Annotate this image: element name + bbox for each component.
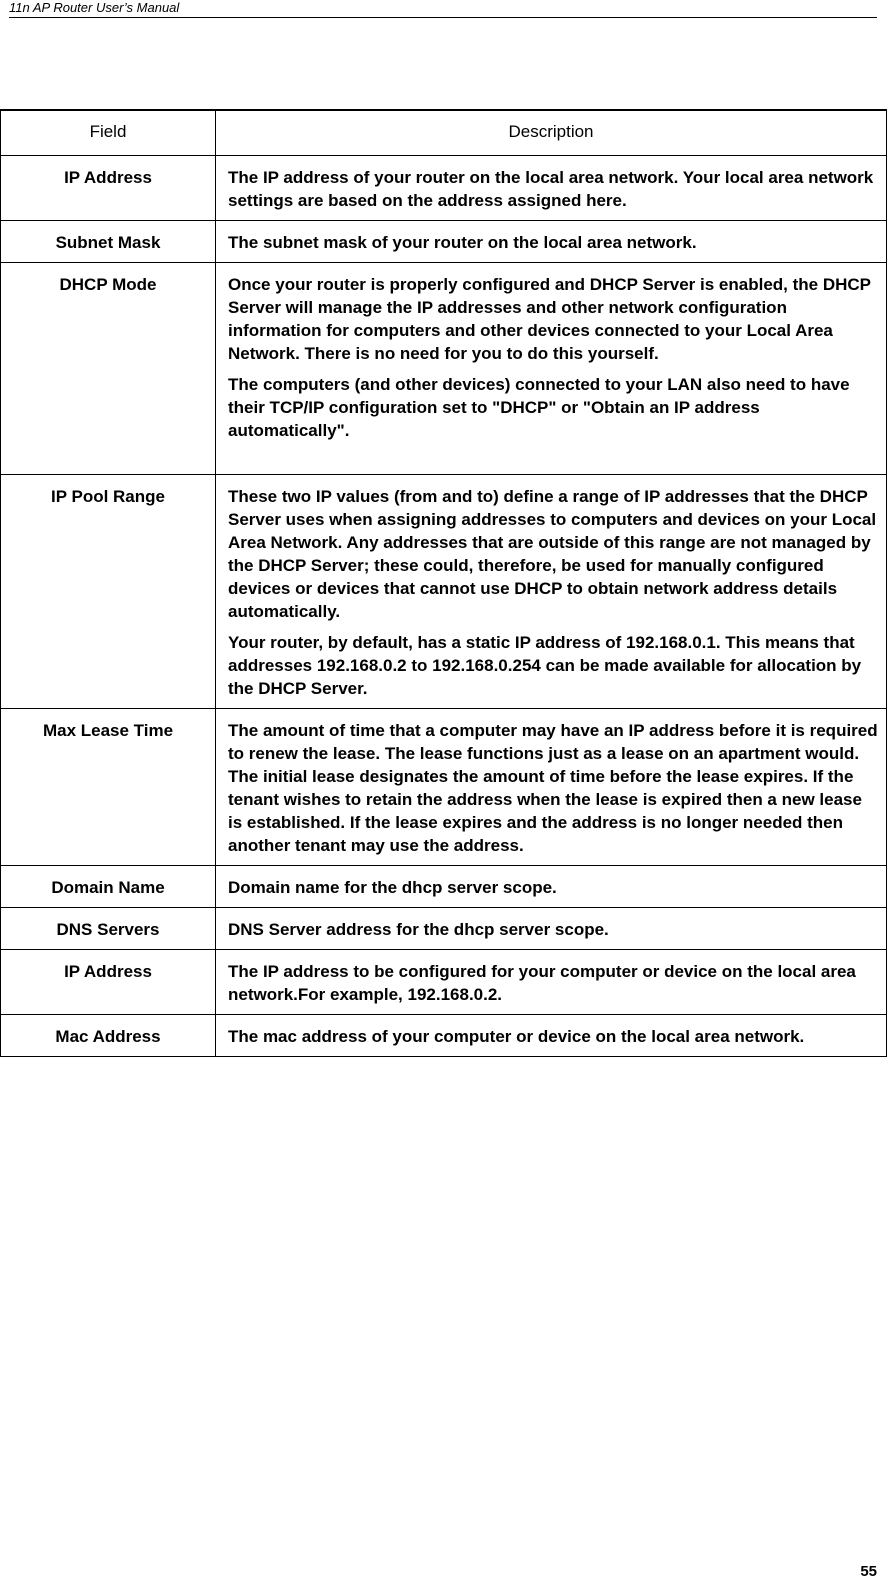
field-description-table <box>0 109 887 1057</box>
description-paragraph: The subnet mask of your router on the local area network. <box>228 232 697 252</box>
description-paragraph: DNS Server address for the dhcp server scope. <box>228 919 609 939</box>
field-description <box>216 474 887 708</box>
description-paragraph: These two IP values (from and to) define a range of IP addresses that the DHCP Server uses when assigning addresses to computers and devices on your Local Area Network. Any addresses that are outside of this range are not managed by the DHCP Server; these could, therefore, be used for manually configured devices or devices that cannot use DHCP to obtain network address details automatically. <box>228 486 877 621</box>
running-header <box>9 0 877 18</box>
table-header-row <box>1 110 887 155</box>
table-row <box>1 907 887 949</box>
field-description <box>216 262 887 474</box>
field-name: Domain Name <box>1 865 216 907</box>
table-row <box>1 155 887 220</box>
field-name: IP Pool Range <box>1 474 216 708</box>
description-paragraph: The amount of time that a computer may have an IP address before it is required to renew the lease. The lease functions just as a lease on an apartment would. The initial lease designates the amount of time before the lease expires. If the tenant wishes to retain the address when the lease is expired then a new lease is established. If the lease expires and the address is no longer needed then another tenant may use the address. <box>228 720 878 855</box>
field-name: DNS Servers <box>1 907 216 949</box>
description-paragraph: The mac address of your computer or device on the local area network. <box>228 1026 805 1046</box>
field-description <box>216 708 887 865</box>
field-name: IP Address <box>1 949 216 1014</box>
field-description <box>216 949 887 1014</box>
column-header-description: Description <box>216 110 887 155</box>
description-paragraph: Once your router is properly configured and DHCP Server is enabled, the DHCP Server will manage the IP addresses and other network configuration information for computers and other devices connected to your Local Area Network. There is no need for you to do this yourself. <box>228 274 871 363</box>
table-row <box>1 708 887 865</box>
table-row <box>1 865 887 907</box>
description-paragraph: Your router, by default, has a static IP address of 192.168.0.1. This means that addresses 192.168.0.2 to 192.168.0.254 can be made available for allocation by the DHCP Server. <box>228 632 862 698</box>
page-number: 55 <box>860 1563 877 1580</box>
field-name: Max Lease Time <box>1 708 216 865</box>
table-row <box>1 474 887 708</box>
table-row <box>1 1014 887 1056</box>
field-name: DHCP Mode <box>1 262 216 474</box>
field-description <box>216 220 887 262</box>
description-paragraph: Domain name for the dhcp server scope. <box>228 877 557 897</box>
column-header-field: Field <box>1 110 216 155</box>
table-row <box>1 949 887 1014</box>
description-paragraph: The IP address to be configured for your computer or device on the local area network.For example, 192.168.0.2. <box>228 961 856 1004</box>
manual-title: 11n AP Router User’s Manual <box>9 0 180 15</box>
field-description <box>216 865 887 907</box>
field-description <box>216 155 887 220</box>
field-name: Subnet Mask <box>1 220 216 262</box>
field-description <box>216 1014 887 1056</box>
field-description <box>216 907 887 949</box>
description-paragraph: The IP address of your router on the local area network. Your local area network settings are based on the address assigned here. <box>228 167 874 210</box>
table-row <box>1 262 887 474</box>
field-name: Mac Address <box>1 1014 216 1056</box>
description-paragraph: The computers (and other devices) connected to your LAN also need to have their TCP/IP configuration set to "DHCP" or "Obtain an IP address automatically". <box>228 374 850 440</box>
table-row <box>1 220 887 262</box>
field-name: IP Address <box>1 155 216 220</box>
